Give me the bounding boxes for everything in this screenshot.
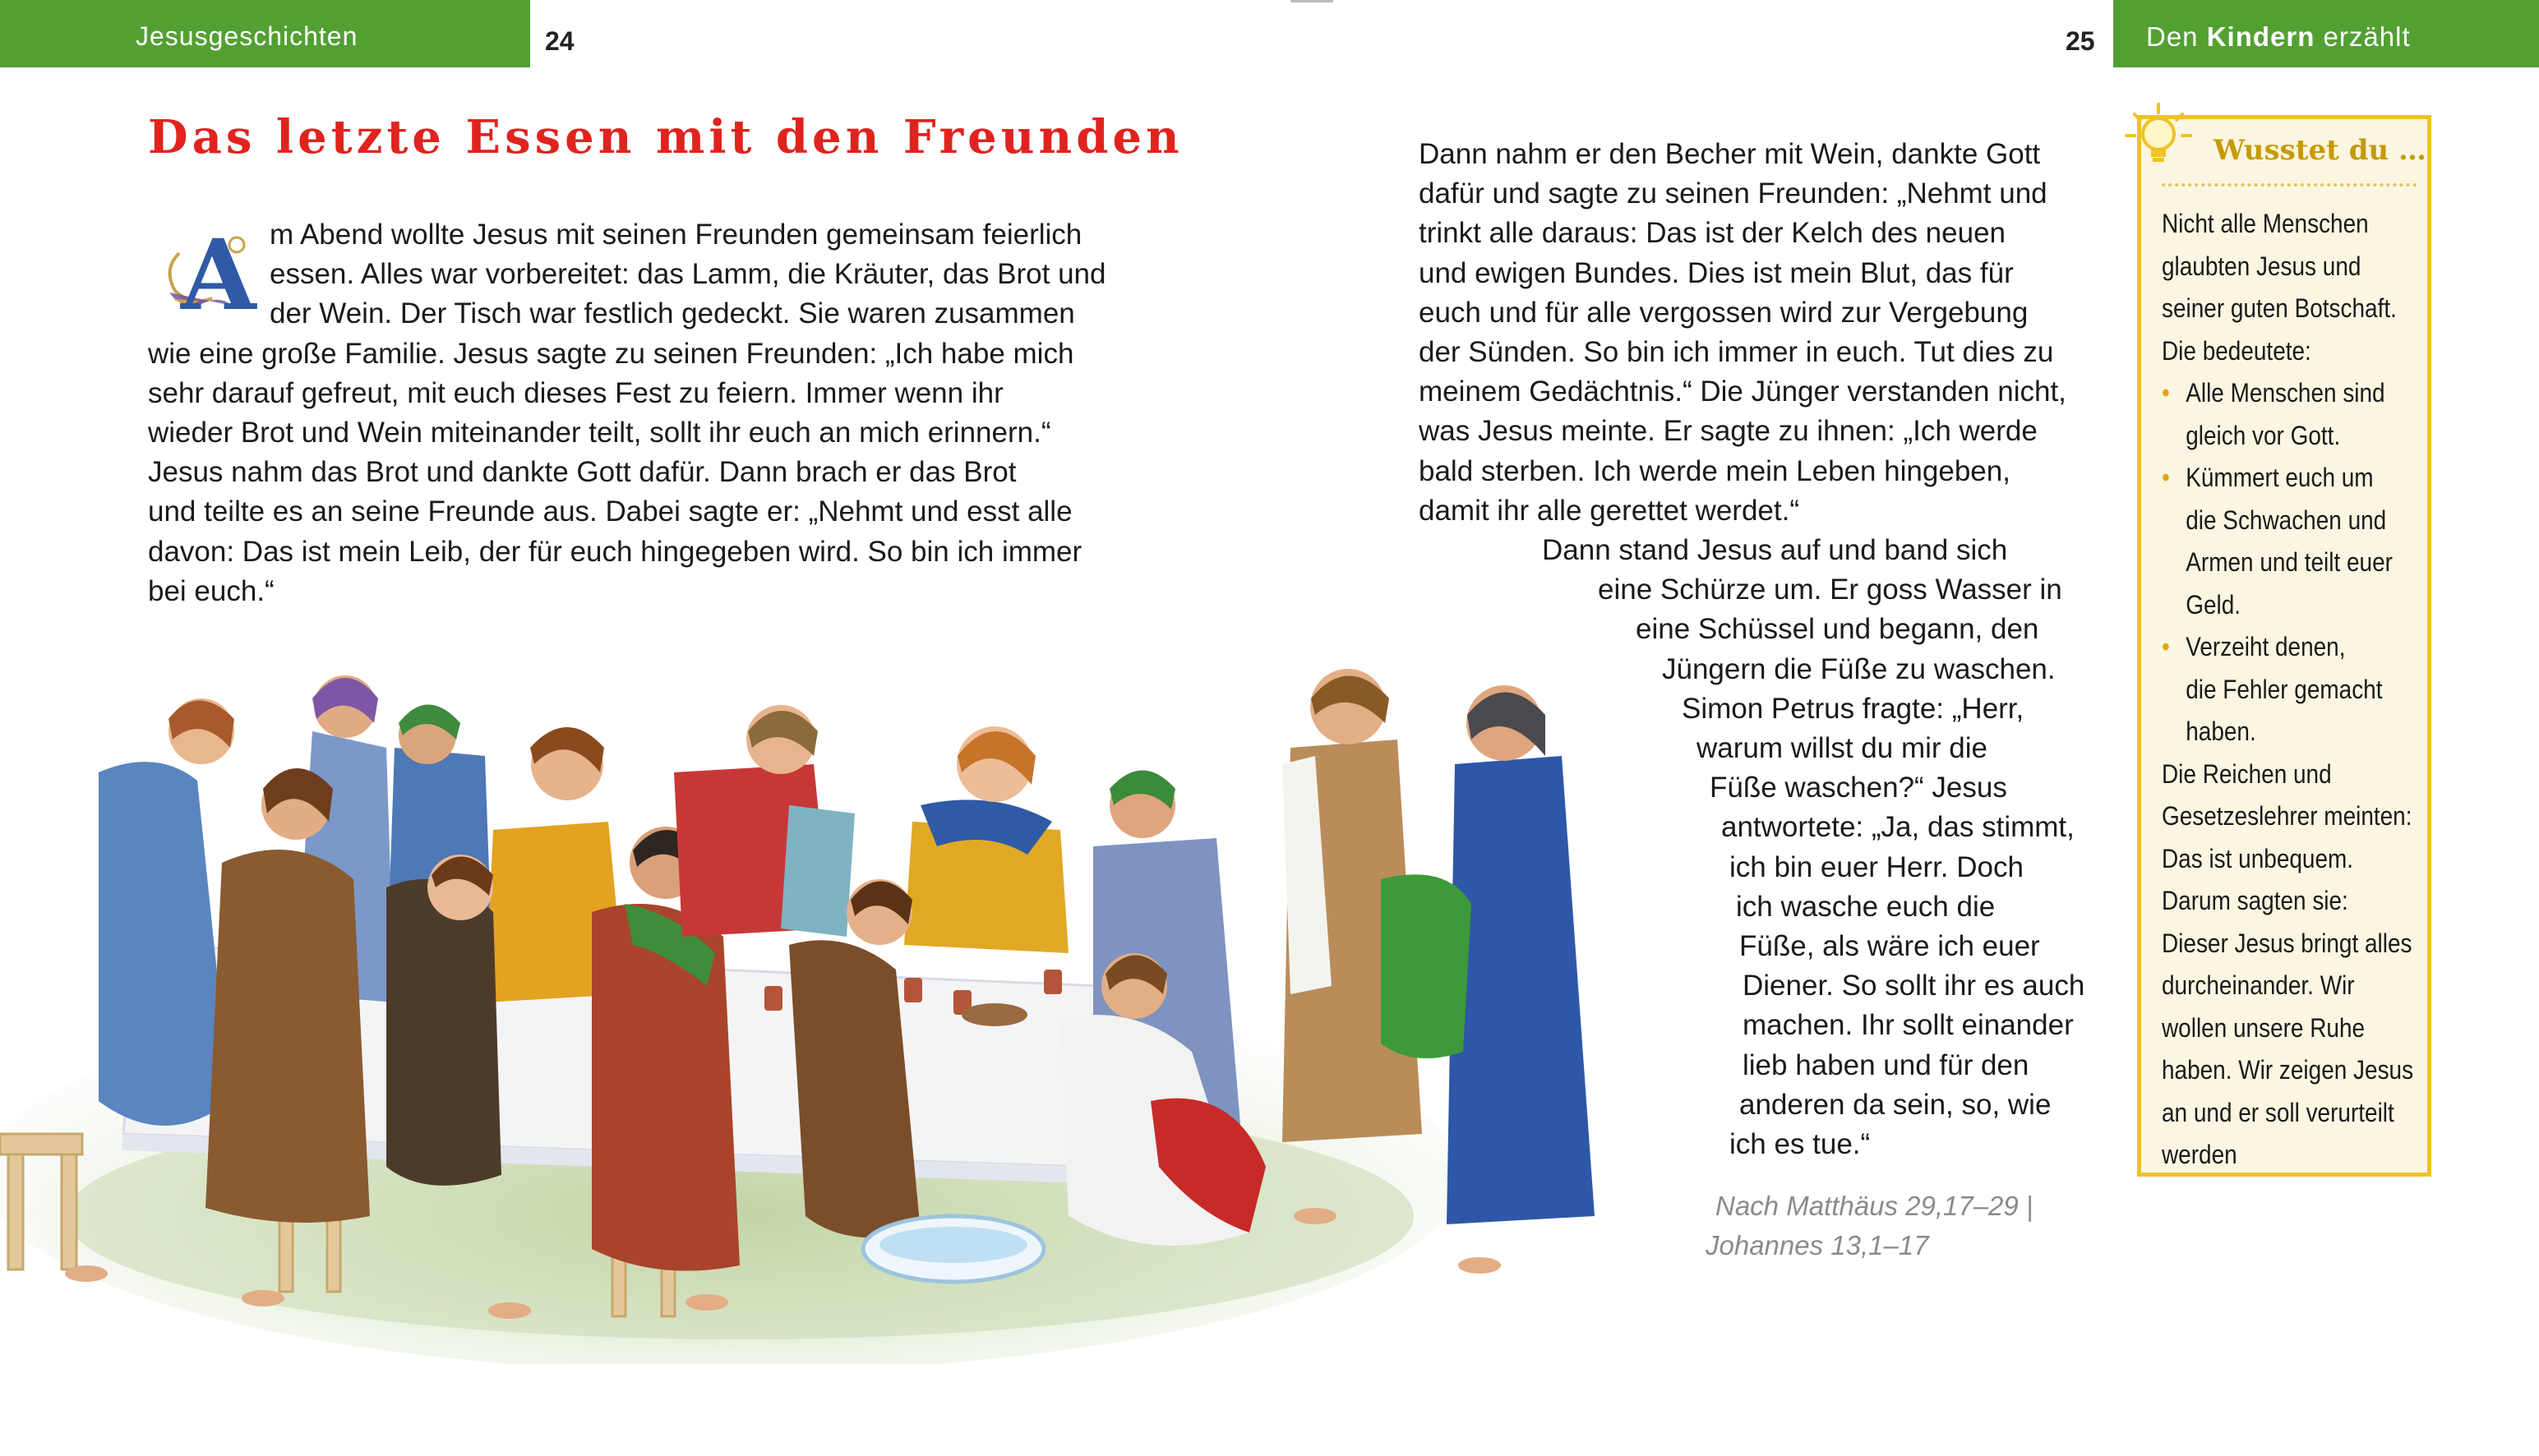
series-tab-pre: Den (2146, 21, 2207, 52)
last-supper-illustration (0, 641, 1611, 1364)
fact-line: seiner guten Botschaft. (2162, 293, 2397, 323)
text-line: Simon Petrus fragte: „Herr, (1682, 692, 2024, 725)
text-line: warum willst du mir die (1697, 732, 1987, 765)
bullet-icon: • (2162, 378, 2170, 408)
text-line: antwortete: „Ja, das stimmt, (1721, 811, 2075, 844)
page-number-left: 24 (545, 26, 575, 56)
fact-box (2137, 115, 2431, 1177)
series-tab-bold: Kindern (2206, 21, 2315, 52)
series-tab (2113, 0, 2539, 67)
fact-line: Verzeiht denen, (2186, 632, 2346, 661)
fact-line: die Fehler gemacht (2186, 674, 2383, 704)
bullet-icon: • (2162, 463, 2170, 492)
bible-reference (1706, 1186, 2034, 1265)
fact-box-title: Wusstet du … (2214, 134, 2427, 167)
fact-line: Geld. (2186, 589, 2241, 620)
fact-line: Darum sagten sie: (2162, 886, 2348, 915)
text-line: anderen da sein, so, wie (1739, 1088, 2052, 1121)
fact-line: Die bedeutete: (2162, 335, 2311, 366)
reference-line: Johannes 13,1–17 (1706, 1230, 1929, 1260)
fact-bullet (2162, 372, 2458, 415)
fact-bullet (2162, 457, 2458, 500)
text-line: wie eine große Familie. Jesus sagte zu seinen Freunden: „Ich habe mich (148, 337, 1074, 370)
text-line: ich es tue.“ (1729, 1128, 1871, 1161)
text-line: und ewigen Bundes. Dies ist mein Blut, das für (1419, 256, 2014, 289)
fact-line: haben. Wir zeigen Jesus (2162, 1055, 2414, 1085)
text-line: eine Schürze um. Er goss Wasser in (1598, 574, 2062, 606)
spine-mark (1290, 0, 1333, 2)
fact-line: durcheinander. Wir (2162, 970, 2355, 1000)
story-title: Das letzte Essen mit den Freunden (148, 110, 1184, 164)
fact-line: Das ist unbequem. (2162, 843, 2354, 873)
fact-line: die Schwachen und (2186, 505, 2387, 535)
text-line: Dann nahm er den Becher mit Wein, dankte Gott (1419, 138, 2041, 170)
bullet-icon: • (2162, 632, 2170, 661)
fact-line: Kümmert euch um (2186, 463, 2374, 492)
fact-line: glaubten Jesus und (2162, 251, 2361, 281)
text-line: Füße waschen?“ Jesus (1710, 772, 2007, 804)
text-line: bei euch.“ (148, 574, 275, 607)
text-line: der Wein. Der Tisch war festlich gedeckt. Sie waren zusammen (270, 297, 1075, 330)
fact-line: Gesetzeslehrer meinten: (2162, 801, 2412, 831)
chapter-tab (0, 0, 530, 67)
lightbulb-icon (2123, 101, 2194, 172)
fact-line: Alle Menschen sind (2186, 378, 2385, 408)
text-line: Jüngern die Füße zu waschen. (1662, 652, 2056, 685)
fact-line: Die Reichen und (2162, 758, 2332, 789)
text-line: und teilte es an seine Freunde aus. Dabei sagte er: „Nehmt und esst alle (148, 495, 1073, 528)
fact-line: an und er soll verurteilt (2162, 1097, 2394, 1127)
text-line: sehr darauf gefreut, mit euch dieses Fest zu feiern. Immer wenn ihr (148, 376, 1004, 409)
text-line: Dann stand Jesus auf und band sich (1542, 534, 2008, 567)
text-line: Diener. So sollt ihr es auch (1743, 970, 2085, 1002)
text-line: Jesus nahm das Brot und dankte Gott dafür. Dann brach er das Brot (148, 456, 1017, 489)
text-line: euch und für alle vergossen wird zur Vergebung (1419, 296, 2029, 329)
dotted-divider (2162, 183, 2417, 187)
text-line: ich bin euer Herr. Doch (1729, 850, 2024, 883)
fact-bullet (2162, 626, 2458, 669)
text-line: essen. Alles war vorbereitet: das Lamm, die Kräuter, das Brot und (270, 258, 1106, 291)
fact-line: gleich vor Gott. (2186, 420, 2341, 450)
text-line: eine Schüssel und begann, den (1636, 613, 2039, 646)
text-line: dafür und sagte zu seinen Freunden: „Nehmt und (1419, 177, 2047, 210)
fact-box-body (2162, 203, 2458, 1177)
story-text-left (148, 215, 1134, 611)
series-tab-post: erzählt (2315, 21, 2411, 52)
text-line: machen. Ihr sollt einander (1743, 1009, 2074, 1042)
fact-line: Armen und teilt euer (2186, 547, 2393, 577)
chapter-tab-label: Jesusgeschichten (136, 21, 358, 51)
fact-line: haben. (2186, 716, 2256, 746)
series-tab-label (2146, 21, 2411, 53)
text-line: damit ihr alle gerettet werdet.“ (1419, 494, 1799, 527)
text-line: was Jesus meinte. Er sagte zu ihnen: „Ich werde (1419, 415, 2038, 448)
fact-line: Nicht alle Menschen (2162, 209, 2369, 238)
text-line: lieb haben und für den (1743, 1048, 2029, 1081)
text-line: davon: Das ist mein Leib, der für euch hingegeben wird. So bin ich immer (148, 535, 1083, 568)
text-line: trinkt alle daraus: Das ist der Kelch des neuen (1419, 217, 2006, 250)
text-line: m Abend wollte Jesus mit seinen Freunden gemeinsam feierlich (270, 219, 1083, 251)
text-line: meinem Gedächtnis.“ Die Jünger verstanden nicht, (1419, 376, 2066, 408)
dropcap-letter: A (181, 220, 256, 317)
text-line: Füße, als wäre ich euer (1739, 930, 2040, 963)
reference-line: Nach Matthäus 29,17–29 | (1715, 1191, 2034, 1221)
text-line: ich wasche euch die (1736, 890, 1996, 923)
page-number-right: 25 (2066, 26, 2095, 56)
text-line: bald sterben. Ich werde mein Leben hingeben, (1419, 454, 2010, 487)
text-line: der Sünden. So bin ich immer in euch. Tut dies zu (1419, 336, 2054, 369)
fact-line: Dieser Jesus bringt alles (2162, 928, 2412, 958)
text-line: wieder Brot und Wein miteinander teilt, sollt ihr euch an mich erinnern.“ (148, 417, 1051, 449)
fact-line: wollen unsere Ruhe (2162, 1012, 2366, 1043)
fact-line: werden (2162, 1140, 2237, 1169)
